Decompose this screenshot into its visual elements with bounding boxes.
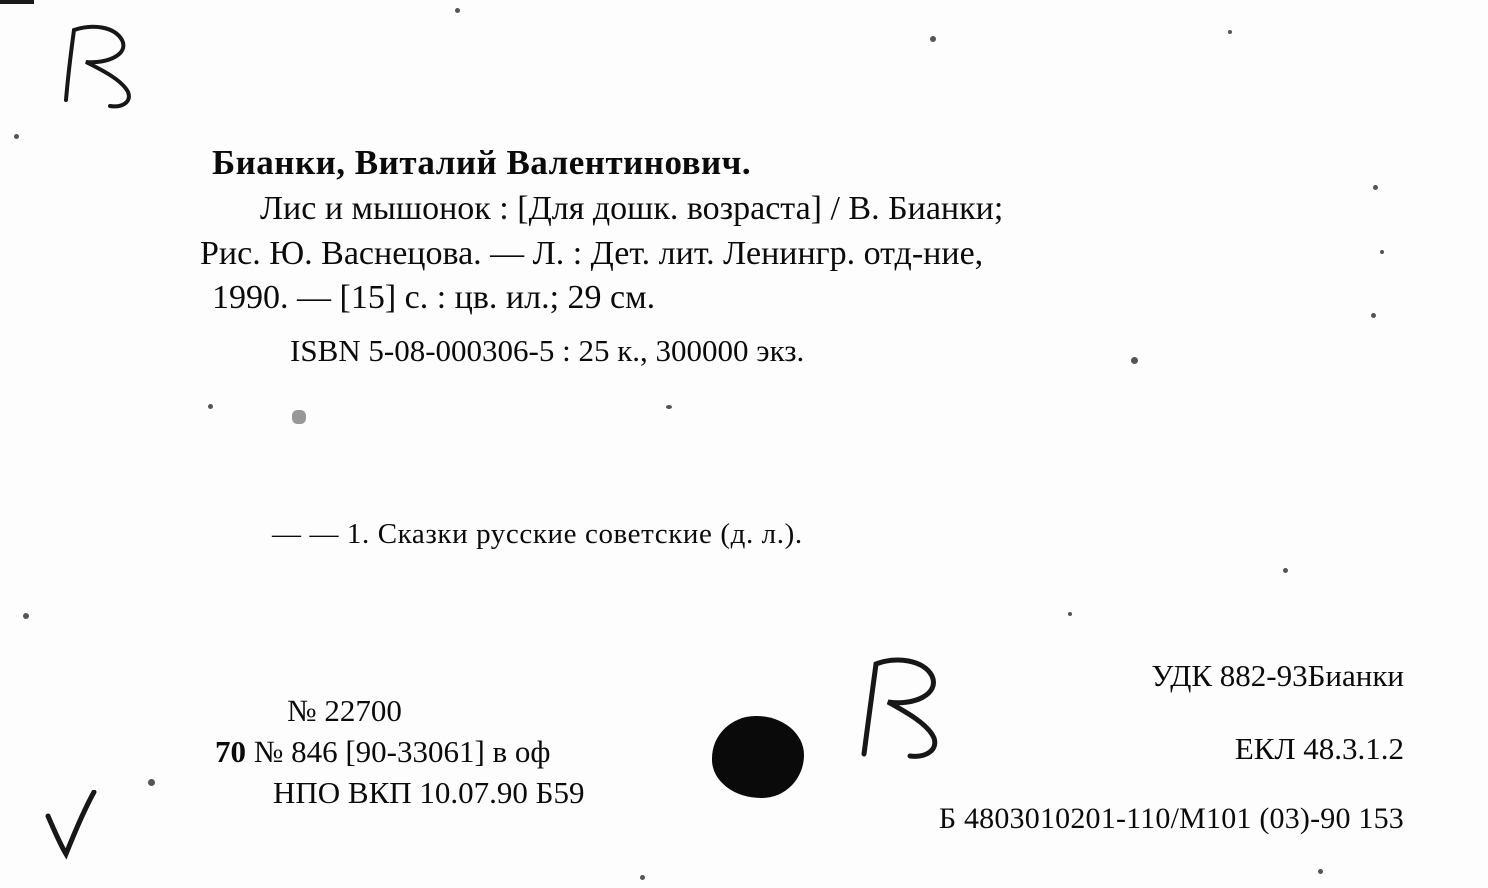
scan-speck — [14, 134, 19, 139]
scan-speck — [640, 875, 645, 880]
handwriting-stroke — [52, 18, 162, 113]
scan-speck — [208, 404, 213, 409]
title-statement-line-1: Лис и мышонок : [Для дошк. возраста] / В. Бианки; — [260, 189, 1004, 227]
title-statement-line-3: 1990. — [15] с. : цв. ил.; 29 см. — [212, 279, 656, 317]
author-heading: Бианки, Виталий Валентинович. — [212, 143, 752, 182]
scan-speck — [666, 405, 672, 409]
scan-speck — [1318, 869, 1323, 874]
handwritten-p2-top-mark — [52, 18, 162, 113]
scan-speck — [148, 779, 155, 786]
title-statement-line-2: Рис. Ю. Васнецова. — Л. : Дет. лит. Ленингр. отд-ние, — [200, 234, 984, 272]
scan-speck — [1068, 612, 1072, 616]
scan-speck — [292, 410, 306, 424]
handwriting-stroke — [848, 652, 968, 767]
handwritten-p2-middle-mark — [848, 652, 968, 767]
order-rest: № 846 [90-33061] в оф — [253, 734, 551, 770]
pen-dash-mark — [0, 0, 34, 4]
bibliographic-description — [200, 142, 1422, 372]
scan-speck — [23, 613, 29, 619]
printer-line: НПО ВКП 10.07.90 Б59 — [273, 775, 585, 811]
handwritten-check-mark — [42, 790, 106, 862]
scan-speck — [930, 36, 936, 42]
scan-speck — [455, 8, 460, 13]
order-number-line — [215, 731, 584, 772]
check-icon — [42, 790, 106, 862]
classification-block — [939, 660, 1404, 834]
ekl-line: ЕКЛ 48.3.1.2 — [1234, 731, 1404, 766]
accession-stamp-block — [215, 690, 584, 814]
accession-number: № 22700 — [287, 693, 402, 728]
scan-speck — [1283, 568, 1288, 573]
publisher-code-line: Б 4803010201-110/М101 (03)-90 153 — [938, 802, 1404, 835]
ink-blot — [712, 716, 804, 798]
scan-speck — [1228, 30, 1232, 34]
subject-heading: — — 1. Сказки русские советские (д. л.). — [272, 518, 803, 550]
isbn-line: ISBN 5-08-000306-5 : 25 к., 300000 экз. — [290, 333, 805, 369]
udc-line: УДК 882-93Бианки — [1151, 658, 1404, 693]
order-prefix: 70 — [215, 734, 246, 770]
